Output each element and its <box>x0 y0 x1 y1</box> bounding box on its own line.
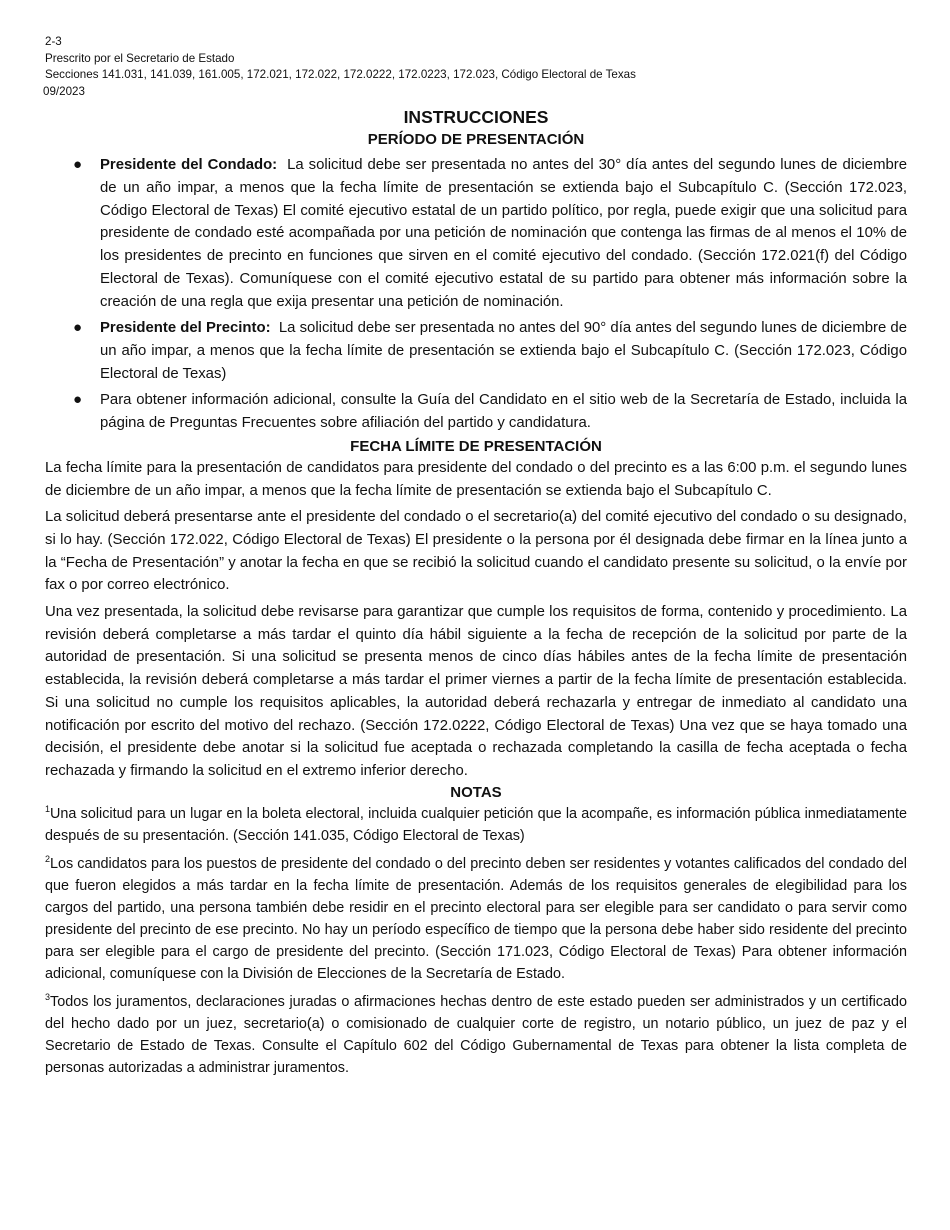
note-item <box>45 991 907 1079</box>
document-page <box>45 34 907 1085</box>
filing-deadline-section <box>45 457 907 783</box>
note-text: Los candidatos para los puestos de presidente del condado o del precinto deben ser residentes y votantes calificados del condado del que fueron elegidos a más tardar en la fecha límite de presentación. Además de los requisitos generales de elegibilidad para los cargos del partido, una persona también debe residir en el precinto electoral para ser elegible para ser candidato o para servir como presidente del precinto de ese precinto. No hay un período específico de tiempo que la persona debe haber sido residente del precinto para ser elegible para el cargo de presidente del precinto. (Sección 171.023, Código Electoral de Texas) Para obtener información adicional, comuníquese con la División de Elecciones de la Secretaría de Estado. <box>45 855 907 982</box>
bullet-icon: ● <box>73 156 83 174</box>
prescribed-by: Prescrito por el Secretario de Estado <box>45 51 235 65</box>
note-number: 3 <box>45 991 51 1002</box>
bullet-text: La solicitud debe ser presentada no antes del 90° día antes del segundo lunes de diciembre de un año impar, a menos que la fecha límite de presentación se extienda bajo el Subcapítulo C. (Sección 172.023, Código Electoral de Texas) <box>100 320 907 382</box>
list-item <box>45 389 907 434</box>
form-number: 2-3 <box>45 35 62 48</box>
deadline-paragraph: La solicitud deberá presentarse ante el presidente del condado o el secretario(a) del comité ejecutivo del condado o su designado, si lo hay. (Sección 172.022, Código Electoral de Texas) El presidente o la persona por él designada debe firmar en la línea junto a la “Fecha de Presentación” y anotar la fecha en que se recibió la solicitud cuando el candidato presente su solicitud, o la envíe por fax o por correo electrónico. <box>45 509 907 594</box>
note-text: Una solicitud para un lugar en la boleta electoral, incluida cualquier petición que la acompañe, es información pública inmediatamente después de su presentación. (Sección 141.035, Código Electoral de Texas) <box>45 805 907 844</box>
form-header <box>45 34 907 100</box>
filing-period-list <box>45 154 907 434</box>
filing-period-heading: PERÍODO DE PRESENTACIÓN <box>367 131 585 149</box>
notes-section <box>45 803 907 1079</box>
form-date: 09/2023 <box>43 84 85 98</box>
note-item <box>45 853 907 985</box>
note-text: Todos los juramentos, declaraciones juradas o afirmaciones hechas dentro de este estado pueden ser administrados y un certificado del hecho dado por un juez, secretario(a) o comisionado de cualquier corte de registro, un notario público, un juez de paz y el Secretario de Estado de Texas. Consulte el Capítulo 602 del Código Gubernamental de Texas para obtener la lista completa de personas autorizadas a administrar juramentos. <box>45 993 907 1076</box>
deadline-paragraph: La fecha límite para la presentación de candidatos para presidente del condado o del precinto es a las 6:00 p.m. el segundo lunes de diciembre de un año impar, a menos que la fecha límite de presentación se extienda bajo el Subcapítulo C. <box>45 459 907 499</box>
page-title: INSTRUCCIONES <box>403 107 549 128</box>
bullet-text: La solicitud debe ser presentada no antes del 30° día antes del segundo lunes de diciembre de un año impar, a menos que la fecha límite de presentación se extienda bajo el Subcapítulo C. (Sección 172.023, Código Electoral de Texas) El comité ejecutivo estatal de un partido político, por regla, puede exigir que una solicitud para presidente de condado esté acompañada por una petición de nominación que contenga las firmas de al menos el 10% de los presidentes de precinto en funciones que sirven en el comité ejecutivo del condado. (Sección 172.021(f) del Código Electoral de Texas). Comuníquese con el comité ejecutivo estatal de su partido para obtener más información sobre la creación de una regla que exija presentar una petición de nominación. <box>100 157 907 310</box>
notes-heading: NOTAS <box>450 783 502 801</box>
list-item <box>45 154 907 313</box>
note-item <box>45 803 907 847</box>
bullet-text: Para obtener información adicional, consulte la Guía del Candidato en el sitio web de la Secretaría de Estado, incluida la página de Preguntas Frecuentes sobre afiliación del partido y candidatura. <box>100 392 907 432</box>
note-number: 1 <box>45 803 51 814</box>
note-number: 2 <box>45 853 51 864</box>
list-item <box>45 317 907 385</box>
statute-sections: Secciones 141.031, 141.039, 161.005, 172.021, 172.022, 172.0222, 172.0223, 172.023, Código Electoral de Texas <box>45 68 636 82</box>
bullet-lead: Presidente del Precinto: <box>100 320 271 337</box>
bullet-lead: Presidente del Condado: <box>100 157 278 174</box>
bullet-icon: ● <box>73 391 83 409</box>
deadline-paragraph: Una vez presentada, la solicitud debe revisarse para garantizar que cumple los requisitos de forma, contenido y procedimiento. La revisión deberá completarse a más tardar el quinto día hábil siguiente a la fecha de recepción de la solicitud por parte de la autoridad de presentación. Si una solicitud se presenta menos de cinco días hábiles antes de la fecha límite de presentación establecida, la revisión deberá completarse a más tardar el primer viernes a partir de la fecha límite de presentación establecida. Si una solicitud no cumple los requisitos aplicables, la autoridad deberá rechazarla y entregar de inmediato al candidato una notificación por escrito del motivo del rechazo. (Sección 172.0222, Código Electoral de Texas) Una vez que se haya tomado una decisión, el presidente debe anotar si la solicitud fue aceptada o rechazada completando la casilla de fecha aceptada o fecha rechazada y firmando la solicitud en el extremo inferior derecho. <box>45 604 907 779</box>
filing-deadline-heading: FECHA LÍMITE DE PRESENTACIÓN <box>350 437 602 455</box>
bullet-icon: ● <box>73 319 83 337</box>
